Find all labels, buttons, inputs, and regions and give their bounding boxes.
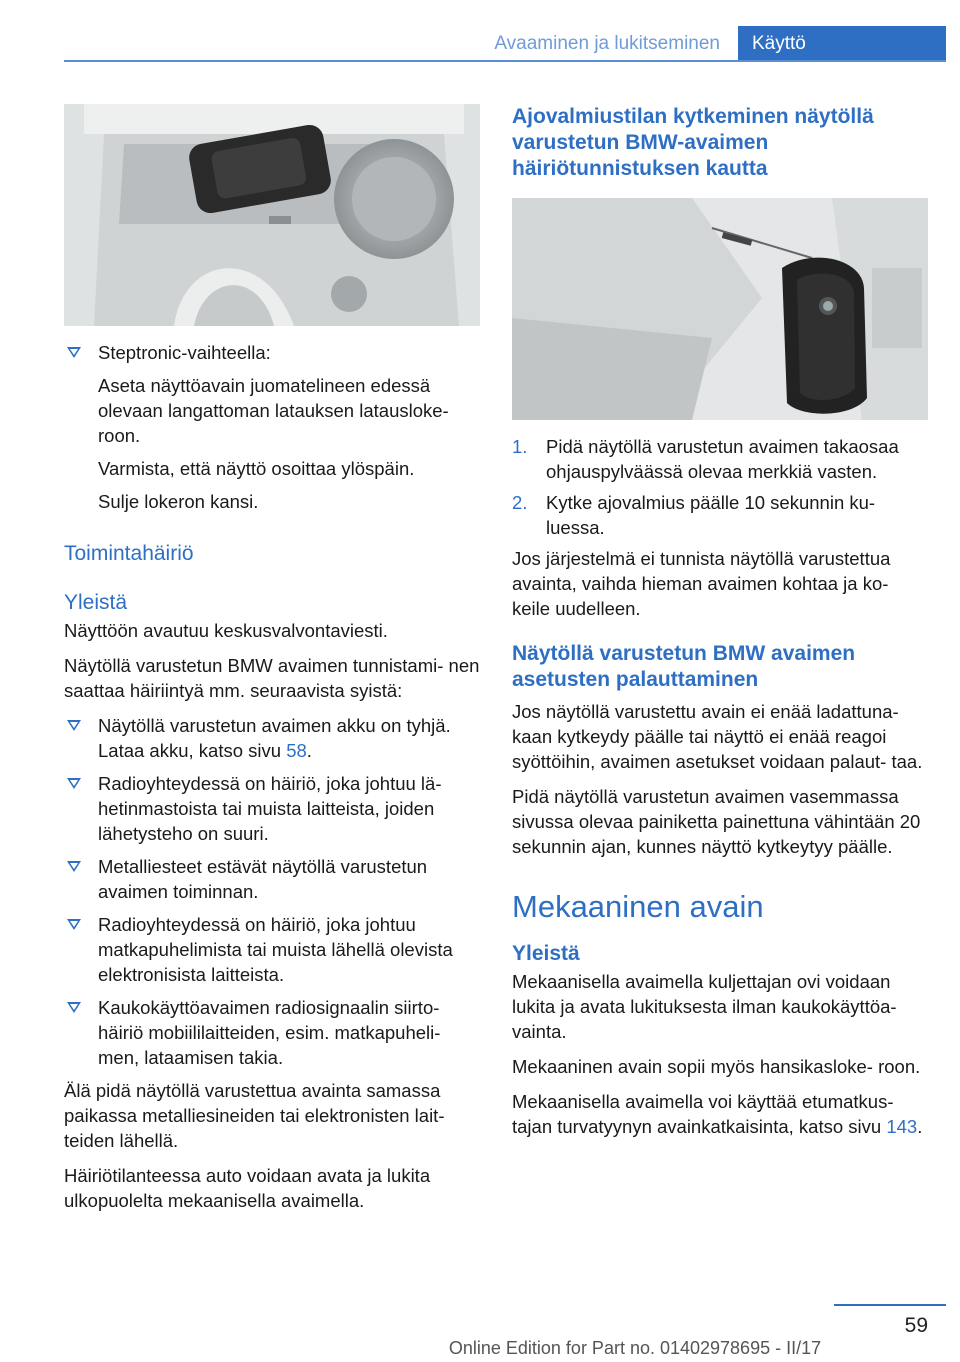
bullet-triangle-icon [67,778,81,789]
step-number: 2. [512,492,528,513]
page-number: 59 [904,1314,928,1337]
header-rule [64,60,946,62]
list-item: Radioyhteydessä on häiriö, joka johtuu lä‐ hetinmastoista tai muista laitteista, joiden lähetysteho on suuri. [64,771,480,846]
list-item: Näytöllä varustetun avaimen akku on tyhjä. Lataa akku, katso sivu 58. [64,713,480,763]
bullet-triangle-icon [67,720,81,731]
list-item: Kaukokäyttöavaimen radiosignaalin siirto‐ häiriö mobiililaitteiden, esim. matkapuheli‐ men, lataamisen takia. [64,995,480,1070]
paragraph: Näyttöön avautuu keskusvalvontaviesti. [64,620,388,641]
paragraph: Jos näytöllä varustettu avain ei enää ladattuna‐ kaan kytkeydy päälle tai näyttö ei enää reagoi syöttöihin, avaimen asetukset voidaan palaut‐ taa. [512,701,923,772]
general-heading: Yleistä [512,942,580,965]
paragraph: Mekaanisella avaimella voi käyttää etumatkus‐ tajan turvatyynyn avainkatkaisinta, katso sivu 143. [512,1091,923,1137]
list-item: Metalliesteet estävät näytöllä varustetun avaimen toiminnan. [64,854,480,904]
steptronic-title: Steptronic-vaihteella: [98,342,271,363]
paragraph: Mekaaninen avain sopii myös hansikasloke‐ roon. [512,1056,921,1077]
mechanical-key-heading: Mekaaninen avain [512,889,764,924]
header-chapter-tab: Käyttö [738,26,946,62]
bullet-triangle-icon [67,347,81,358]
footer-rule [834,1304,946,1306]
charging-tray-photo [64,104,480,326]
right-column [512,104,928,1149]
page-link-143[interactable]: 143 [886,1116,918,1137]
steptronic-bullet [64,340,480,514]
general-heading: Yleistä [64,591,128,614]
reset-heading: Näytöllä varustetun BMW avaimen asetusten palauttaminen [512,642,856,691]
paragraph: Pidä näytöllä varustetun avaimen vasemmassa sivussa olevaa painiketta painettuna vähintään 20 sekunnin ajan, kunnes näyttö kytkeytyy päälle. [512,786,921,857]
key-on-steering-column-photo [512,198,928,420]
bullet-triangle-icon [67,1002,81,1013]
step-item: 2. Kytke ajovalmius päälle 10 sekunnin ku‐ luessa. [512,492,876,538]
step-number: 1. [512,436,528,457]
paragraph: Häiriötilanteessa auto voidaan avata ja lukita ulkopuolelta mekaanisella avaimella. [64,1165,431,1211]
paragraph: Älä pidä näytöllä varustettua avainta samassa paikassa metalliesineiden tai elektronisten lait‐ teiden lähellä. [64,1080,445,1151]
paragraph: Näytöllä varustetun BMW avaimen tunnistami‐ nen saattaa häiriintyä mm. seuraavista syistä: [64,655,480,701]
header-section-title: Avaaminen ja lukitseminen [494,33,720,54]
steptronic-line: Sulje lokeron kansi. [98,491,259,512]
page-link-58[interactable]: 58 [286,740,307,761]
list-item: Radioyhteydessä on häiriö, joka johtuu matkapuhelimista tai muista lähellä olevista elektronisista laitteista. [64,912,480,987]
paragraph: Jos järjestelmä ei tunnista näytöllä varustettua avainta, vaihda hieman avaimen kohtaa ja ko‐ keile uudelleen. [512,548,891,619]
steptronic-line: Varmista, että näyttö osoittaa ylöspäin. [98,458,415,479]
left-column [64,340,480,1223]
paragraph: Mekaanisella avaimella kuljettajan ovi voidaan lukita ja avata lukituksesta ilman kaukokäyttöa‐ vainta. [512,971,897,1042]
bullet-triangle-icon [67,861,81,872]
step-item: 1. Pidä näytöllä varustetun avaimen takaosaa ohjauspylväässä olevaa merkkiä vasten. [512,436,899,482]
standby-heading: Ajovalmiustilan kytkeminen näytöllä varustetun BMW-avaimen häiriötunnistuksen kautta [512,105,874,180]
bullet-triangle-icon [67,919,81,930]
edition-note: Online Edition for Part no. 01402978695 - II/17 [448,1338,822,1358]
malfunction-heading: Toimintahäiriö [64,542,194,565]
steptronic-line: Aseta näyttöavain juomatelineen edessä olevaan langattoman latauksen latausloke‐ roon. [98,375,449,446]
